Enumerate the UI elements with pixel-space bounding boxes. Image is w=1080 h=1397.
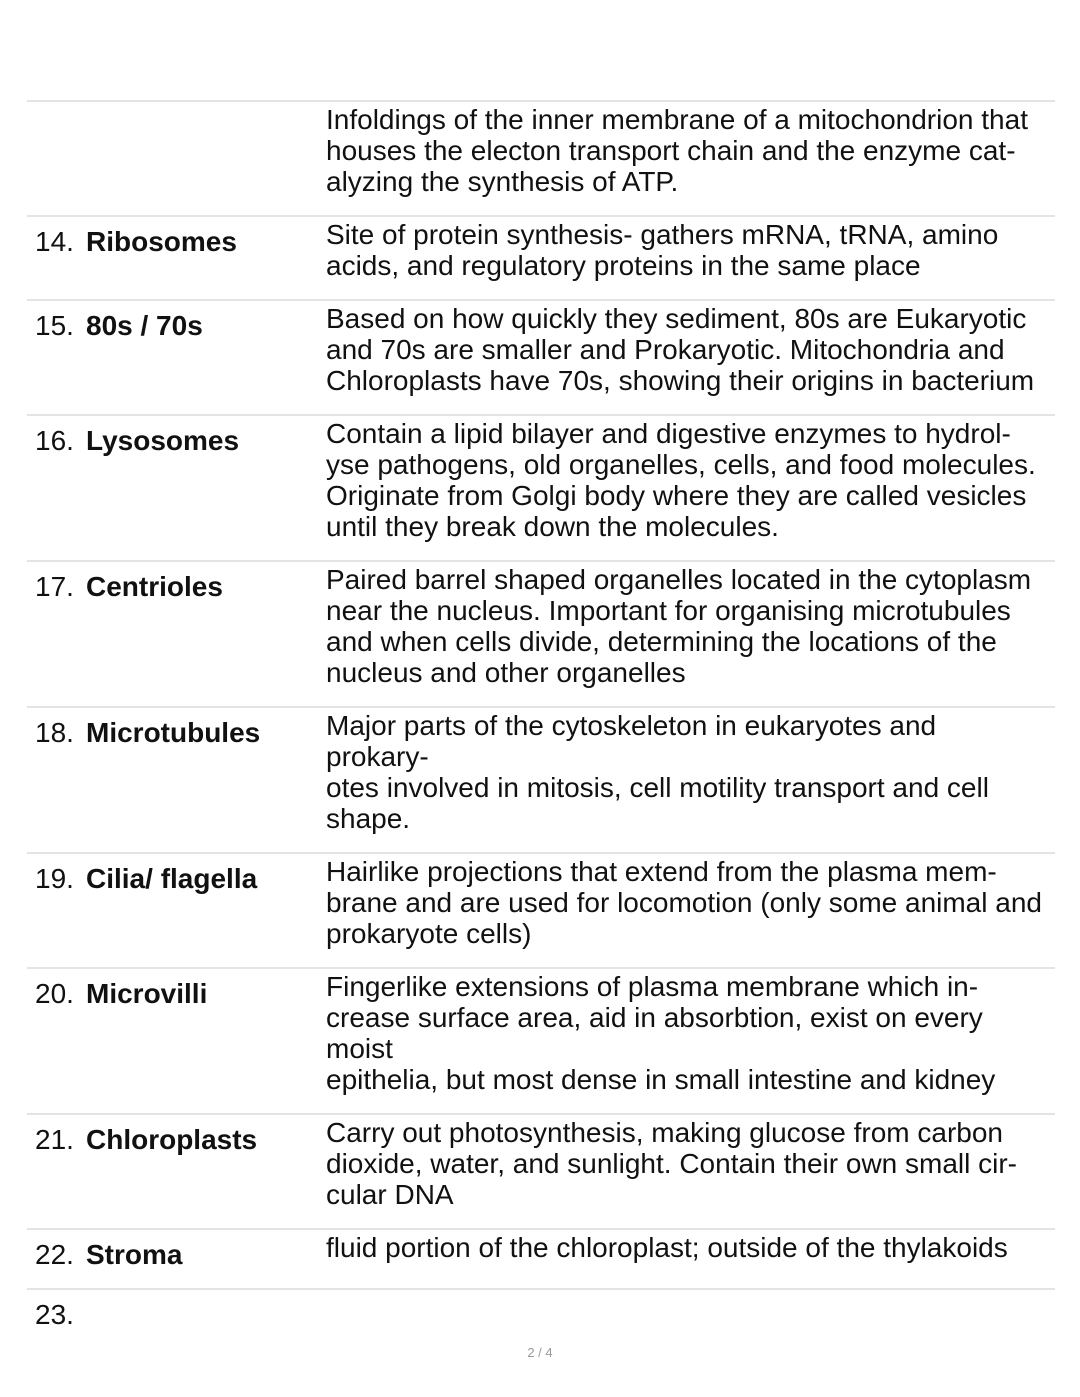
definition-text: Paired barrel shaped organelles located in the cytoplasm near the nucleus. Important for organising microtubules and when cells divide, determining the locations of the nucleus and other organelles: [326, 564, 1032, 688]
row-number: 16.: [35, 425, 74, 456]
term-cell: [27, 562, 326, 688]
term-label: Chloroplasts: [86, 1124, 258, 1155]
term-label: Ribosomes: [86, 226, 237, 257]
row-number: 22.: [35, 1239, 74, 1270]
row-number: 14.: [35, 226, 74, 257]
row-number: 20.: [35, 978, 74, 1009]
term-cell: [27, 969, 326, 1095]
table-row: [27, 562, 1055, 708]
definition-text: Hairlike projections that extend from the plasma mem- brane and are used for locomotion (only some animal and prokaryote cells): [326, 856, 1042, 949]
term-label: Stroma: [86, 1239, 183, 1270]
term-cell: [27, 854, 326, 949]
table-row: [27, 416, 1055, 562]
row-number: 23.: [35, 1299, 74, 1330]
definition-text: Fingerlike extensions of plasma membrane which in- crease surface area, aid in absorbtion, exist on every moist epithelia, but most dense in small intestine and kidney: [326, 971, 996, 1095]
term-label: Cilia/ flagella: [86, 863, 258, 894]
term-cell: [27, 1115, 326, 1210]
term-label: Centrioles: [86, 571, 223, 602]
term-cell: [27, 1290, 326, 1330]
table-row: [27, 1290, 1055, 1348]
term-label: Microvilli: [86, 978, 208, 1009]
definition-text: Based on how quickly they sediment, 80s are Eukaryotic and 70s are smaller and Prokaryotic. Mitochondria and Chloroplasts have 70s, showing their origins in bacterium: [326, 303, 1035, 396]
definition-text: [326, 1290, 1055, 1330]
table-row: [27, 1115, 1055, 1230]
term-cell: [27, 102, 326, 197]
table-row: [27, 854, 1055, 969]
term-label: Microtubules: [86, 717, 261, 748]
definition-text: Major parts of the cytoskeleton in eukaryotes and prokary- otes involved in mitosis, cell motility transport and cell shape.: [326, 710, 989, 834]
definition-text: Contain a lipid bilayer and digestive enzymes to hydrol- yse pathogens, old organelles, cells, and food molecules. Originate from Golgi body where they are called vesicles until they break down the molecules.: [326, 418, 1036, 542]
row-number: 17.: [35, 571, 74, 602]
term-cell: [27, 1230, 326, 1270]
term-label: 80s / 70s: [86, 310, 203, 341]
term-cell: [27, 416, 326, 542]
row-number: 15.: [35, 310, 74, 341]
page-indicator: 2 / 4: [527, 1345, 553, 1360]
term-cell: [27, 301, 326, 396]
table-row: [27, 217, 1055, 301]
row-number: 19.: [35, 863, 74, 894]
term-label: Lysosomes: [86, 425, 240, 456]
definition-text: Infoldings of the inner membrane of a mitochondrion that houses the electon transport chain and the enzyme cat- alyzing the synthesis of ATP.: [326, 104, 1028, 197]
table-row: [27, 969, 1055, 1115]
table-row: [27, 301, 1055, 416]
table-row: [27, 708, 1055, 854]
definition-text: Carry out photosynthesis, making glucose from carbon dioxide, water, and sunlight. Contain their own small cir- cular DNA: [326, 1117, 1018, 1210]
row-number: 18.: [35, 717, 74, 748]
table-row: [27, 1230, 1055, 1290]
table-row: [27, 102, 1055, 217]
row-number: 21.: [35, 1124, 74, 1155]
term-cell: [27, 708, 326, 834]
glossary-table: [27, 100, 1055, 1348]
definition-text: fluid portion of the chloroplast; outside of the thylakoids: [326, 1232, 1008, 1263]
term-cell: [27, 217, 326, 281]
definition-text: Site of protein synthesis- gathers mRNA, tRNA, amino acids, and regulatory proteins in the same place: [326, 219, 999, 281]
